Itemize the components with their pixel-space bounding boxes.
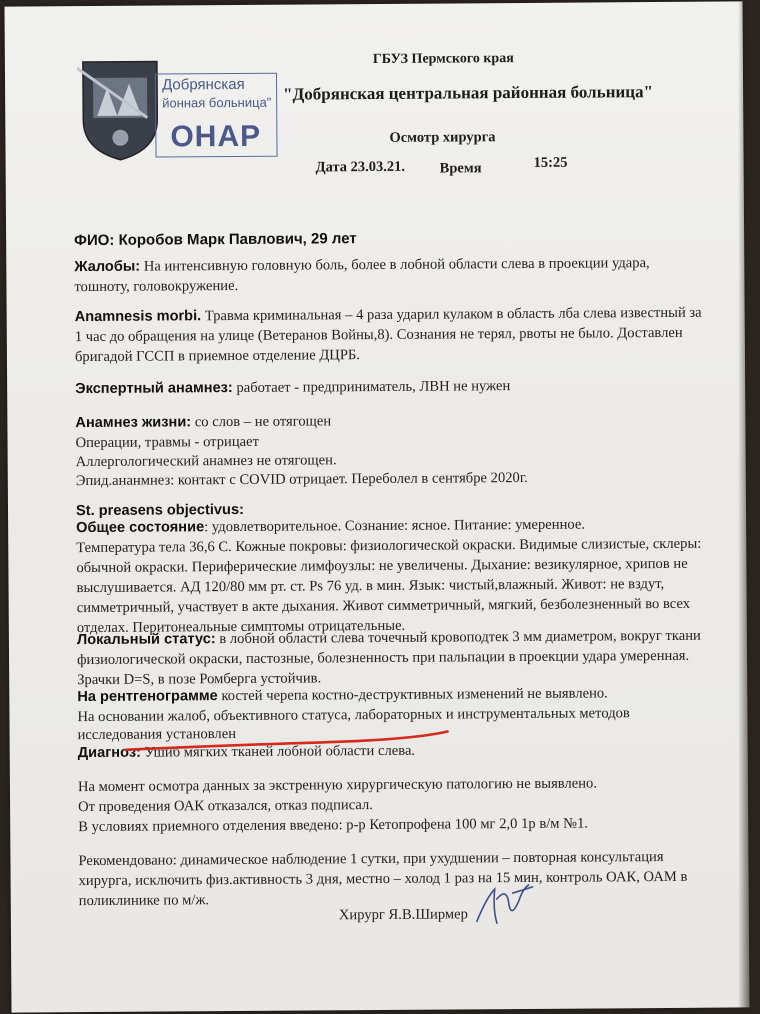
xray-label: На рентгенограмме — [77, 688, 218, 706]
exam-title: Осмотр хирурга — [389, 129, 496, 146]
org-full: "Добрянская центральная районная больница" — [283, 82, 654, 104]
xray-line — [77, 684, 608, 706]
date-label: Дата 23.03.21. — [315, 158, 406, 176]
general-text: выслушивается. АД 120/80 мм рт. ст. Ps 76 уд. в мин. Язык: чистый,влажный. Живот: не вздут, — [76, 575, 665, 597]
expert-label: Экспертный анамнез: — [75, 380, 233, 398]
life-anamnesis-line — [75, 412, 331, 432]
recommendation-text: поликлинике по м/ж. — [78, 892, 210, 910]
basis-text: исследования установлен — [77, 725, 237, 744]
diagnosis-text: Ушиб мягких тканей лобной области слева. — [140, 742, 416, 761]
general-text: отделах. Перитонеальные симптомы отрицательные. — [76, 617, 406, 637]
injected-line: В условиях приемного отделения введено: р-р Кетопрофена 100 мг 2,0 1р в/м №1. — [78, 815, 589, 836]
local-text: физиологической окраски, пастозные, болезненность при пальпации в проекции удара умеренная. — [77, 647, 690, 669]
life-text: со слов – не отягощен — [191, 413, 332, 431]
moment-line: На момент осмотра данных за экстренную хирургическую патологию не выявлено. — [77, 775, 598, 796]
local-status-row — [77, 627, 701, 649]
local-label: Локальный статус: — [76, 631, 216, 649]
time-label: Время — [439, 160, 482, 177]
surgeon-name: Хирург Я.В.Ширмер — [338, 906, 468, 924]
table-background-edge — [738, 0, 760, 1014]
complaints-line — [74, 254, 649, 276]
fio-line — [74, 230, 357, 250]
anamnesis-morbi-label: Anamnesis morbi. — [74, 308, 202, 326]
epid-line: Эпид.ананмнез: контакт с COVID отрицает. Переболел в сентябре 2020г. — [75, 469, 528, 490]
general-label: Общее состояние — [76, 519, 205, 537]
stamp-frame — [155, 73, 278, 158]
operations-line: Операции, травмы - отрицает — [75, 433, 260, 452]
fio-value: Коробов Марк Павлович, 29 лет — [114, 230, 357, 249]
stamp-text: йонная больница" — [162, 94, 272, 111]
red-pen-underline — [122, 727, 452, 755]
handwritten-signature — [473, 879, 537, 927]
document-page — [4, 1, 749, 1012]
life-label: Анамнез жизни: — [75, 414, 192, 432]
fio-label: ФИО: — [74, 231, 115, 250]
general-text: симметричный, участвует в акте дыхания. Живот симметричный, мягкий, безболезненный во всех — [76, 595, 691, 617]
anamnesis-morbi-line — [75, 304, 702, 326]
complaints-text: На интенсивную головную боль, более в лобной области слева в проекции удара, — [140, 255, 650, 275]
recommendation-text: Рекомендовано: динамическое наблюдение 1 сутки, при ухудшении – повторная консультация — [78, 849, 664, 870]
allergy-line: Аллергологический анамнез не отягощен. — [75, 452, 337, 471]
complaints-text: тошноту, головокружение. — [74, 277, 239, 296]
local-text: в лобной области слева точечный кровоподтек 3 мм диаметром, вокруг ткани — [215, 627, 701, 648]
recommendation-text: хирурга, исключить физ.активность 3 дня, местно – холод 1 раз на 15 мин, контроль ОАК, ОАМ в — [78, 868, 688, 890]
complaints-label: Жалобы: — [74, 258, 141, 276]
oak-line: От проведения ОАК отказался, отказ подписал. — [78, 797, 373, 816]
status-title-text: St. preasens objectivus: — [75, 501, 244, 520]
coat-of-arms-emblem — [77, 57, 164, 162]
anamnesis-morbi-text: бригадой ГССП в приемное отделение ДЦРБ. — [74, 347, 360, 366]
general-text: обычной окраски. Периферические лимфоузлы: не увеличены. Дыхание: везикулярное, хрипов не — [76, 555, 688, 577]
expert-anamnesis-line — [75, 377, 510, 398]
basis-text: На основании жалоб, объективного статуса, лабораторных и инструментальных методов — [77, 705, 630, 726]
local-text: Зрачки D=S, в позе Ромберга устойчив. — [77, 670, 322, 689]
time-value: 15:25 — [533, 154, 568, 171]
hospital-stamp — [75, 55, 276, 162]
stamp-text: Добрянская — [161, 75, 245, 94]
xray-text: костей черепа костно-деструктивных изменений не выявлено. — [217, 685, 608, 705]
general-text: : удовлетворительное. Сознание: ясное. Питание: умеренное. — [204, 516, 586, 536]
org-short: ГБУЗ Пермского края — [372, 51, 514, 68]
diagnosis-label: Диагноз: — [77, 744, 141, 762]
anamnesis-morbi-text: Травма криминальная – 4 раза ударил кулаком в область лба слева известный за — [201, 304, 702, 325]
general-state-line — [76, 516, 585, 538]
general-text: Температура тела 36,6 С. Кожные покровы: физиологической окраски. Видимые слизистые, склеры: — [76, 535, 702, 557]
anamnesis-morbi-text: 1 час до обращения на улице (Ветеранов Войны,8). Сознания не терял, рвоты не было. Доставлен — [74, 324, 683, 346]
stamp-text: ОНАР — [170, 119, 262, 154]
expert-text: работает - предприниматель, ЛВН не нужен — [232, 378, 511, 397]
